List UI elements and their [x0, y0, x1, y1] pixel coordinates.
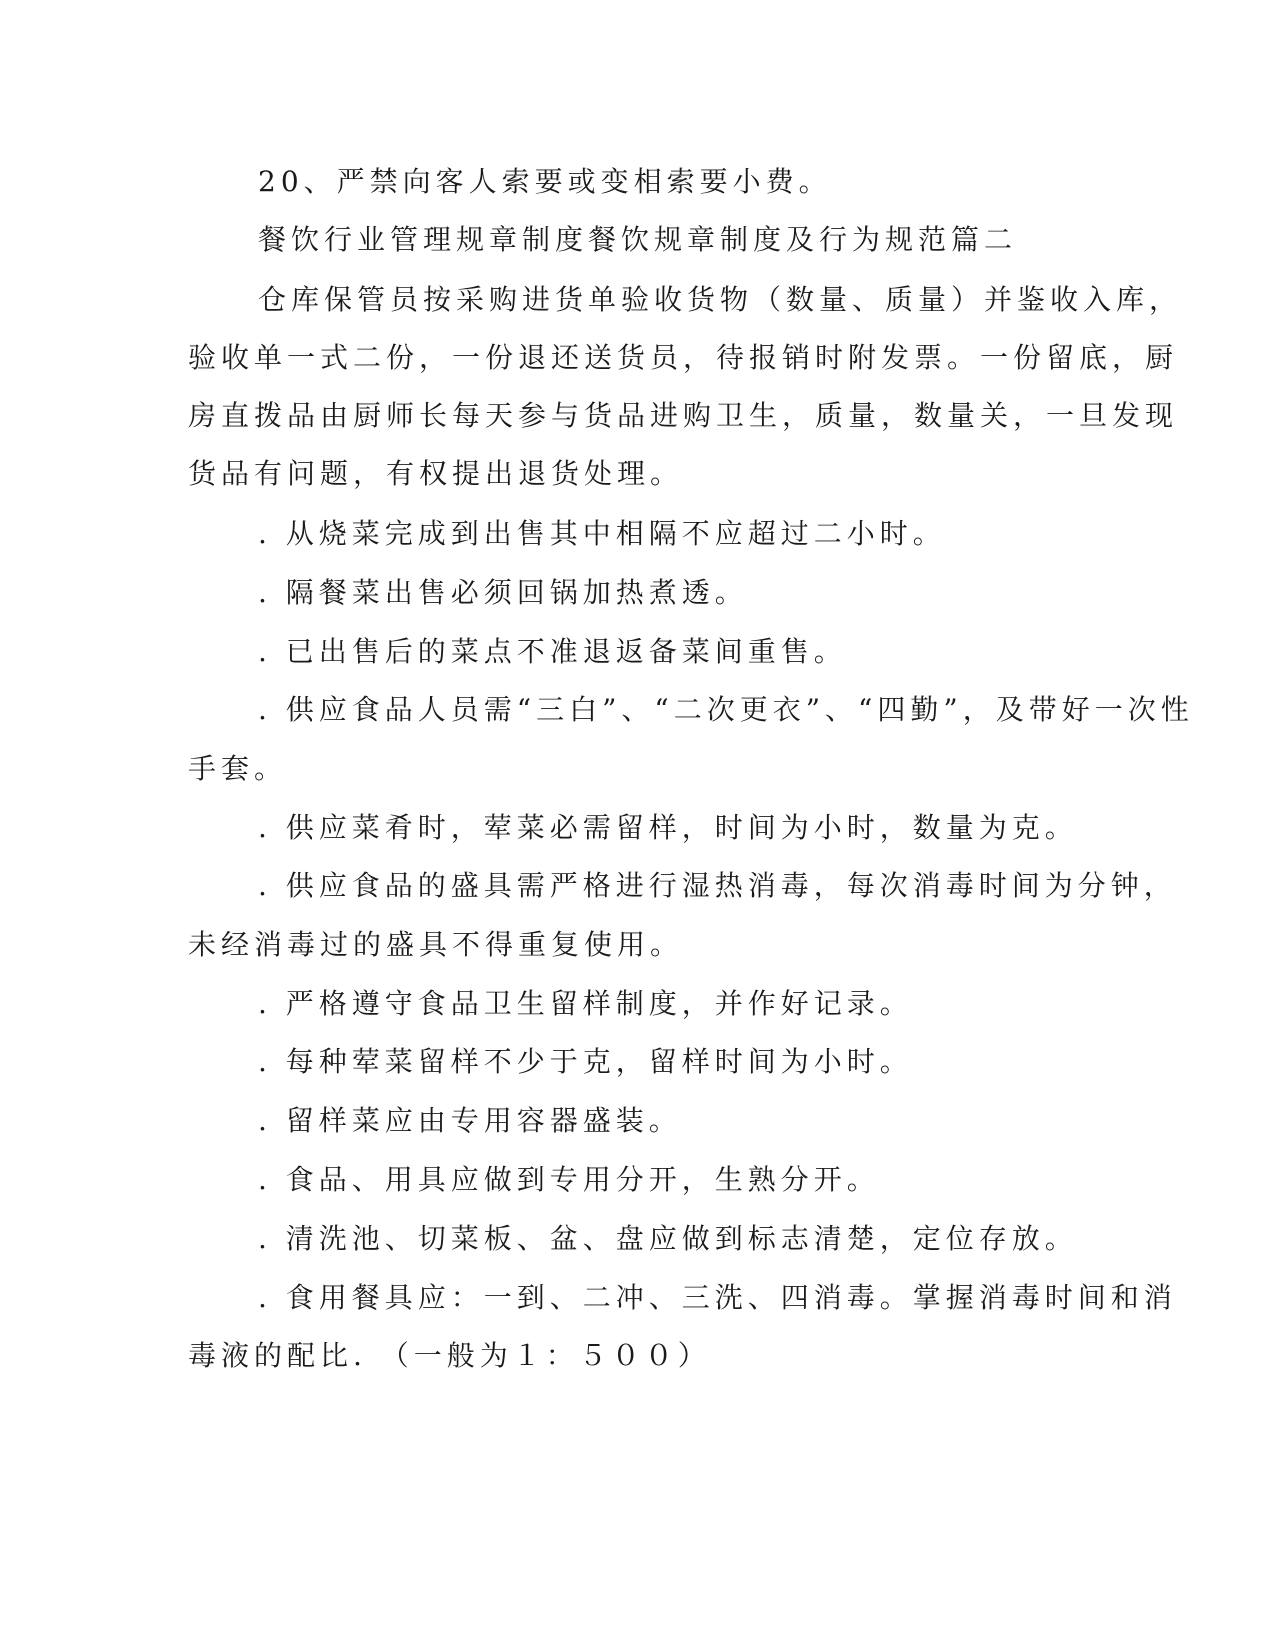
list-item: . 食品、用具应做到专用分开，生熟分开。 — [258, 1163, 880, 1196]
list-item: . 供应食品的盛具需严格进行湿热消毒，每次消毒时间为分钟， — [258, 869, 1177, 902]
paragraph-line: 房直拨品由厨师长每天参与货品进购卫生，质量，数量关，一旦发现 — [188, 399, 1179, 432]
list-item: . 清洗池、切菜板、盆、盘应做到标志清楚，定位存放。 — [258, 1222, 1078, 1255]
list-item: . 从烧菜完成到出售其中相隔不应超过二小时。 — [258, 517, 946, 550]
paragraph-line-rule-20: 20、严禁向客人索要或变相索要小费。 — [258, 165, 832, 198]
list-item: . 留样菜应由专用容器盛装。 — [258, 1104, 682, 1137]
list-item: . 供应食品人员需“三白”、“二次更衣”、“四勤”，及带好一次性 — [258, 693, 1194, 726]
section-heading: 餐饮行业管理规章制度餐饮规章制度及行为规范篇二 — [258, 223, 1018, 256]
list-item: . 每种荤菜留样不少于克，留样时间为小时。 — [258, 1045, 913, 1078]
list-item: . 严格遵守食品卫生留样制度，并作好记录。 — [258, 987, 913, 1020]
list-item-continuation: 未经消毒过的盛具不得重复使用。 — [188, 928, 684, 961]
list-item: . 供应菜肴时，荤菜必需留样，时间为小时，数量为克。 — [258, 811, 1078, 844]
list-item: . 已出售后的菜点不准退返备菜间重售。 — [258, 635, 847, 668]
paragraph-line: 验收单一式二份，一份退还送货员，待报销时附发票。一份留底，厨 — [188, 341, 1179, 374]
list-item: . 食用餐具应：一到、二冲、三洗、四消毒。掌握消毒时间和消 — [258, 1281, 1177, 1314]
list-item-continuation: 手套。 — [188, 752, 288, 785]
list-item: . 隔餐菜出售必须回锅加热煮透。 — [258, 576, 748, 609]
paragraph-line: 货品有问题，有权提出退货处理。 — [188, 457, 684, 490]
list-item-continuation: 毒液的配比. （一般为１：５００） — [188, 1339, 711, 1372]
paragraph-line: 仓库保管员按采购进货单验收货物（数量、质量）并鉴收入库， — [258, 283, 1183, 316]
